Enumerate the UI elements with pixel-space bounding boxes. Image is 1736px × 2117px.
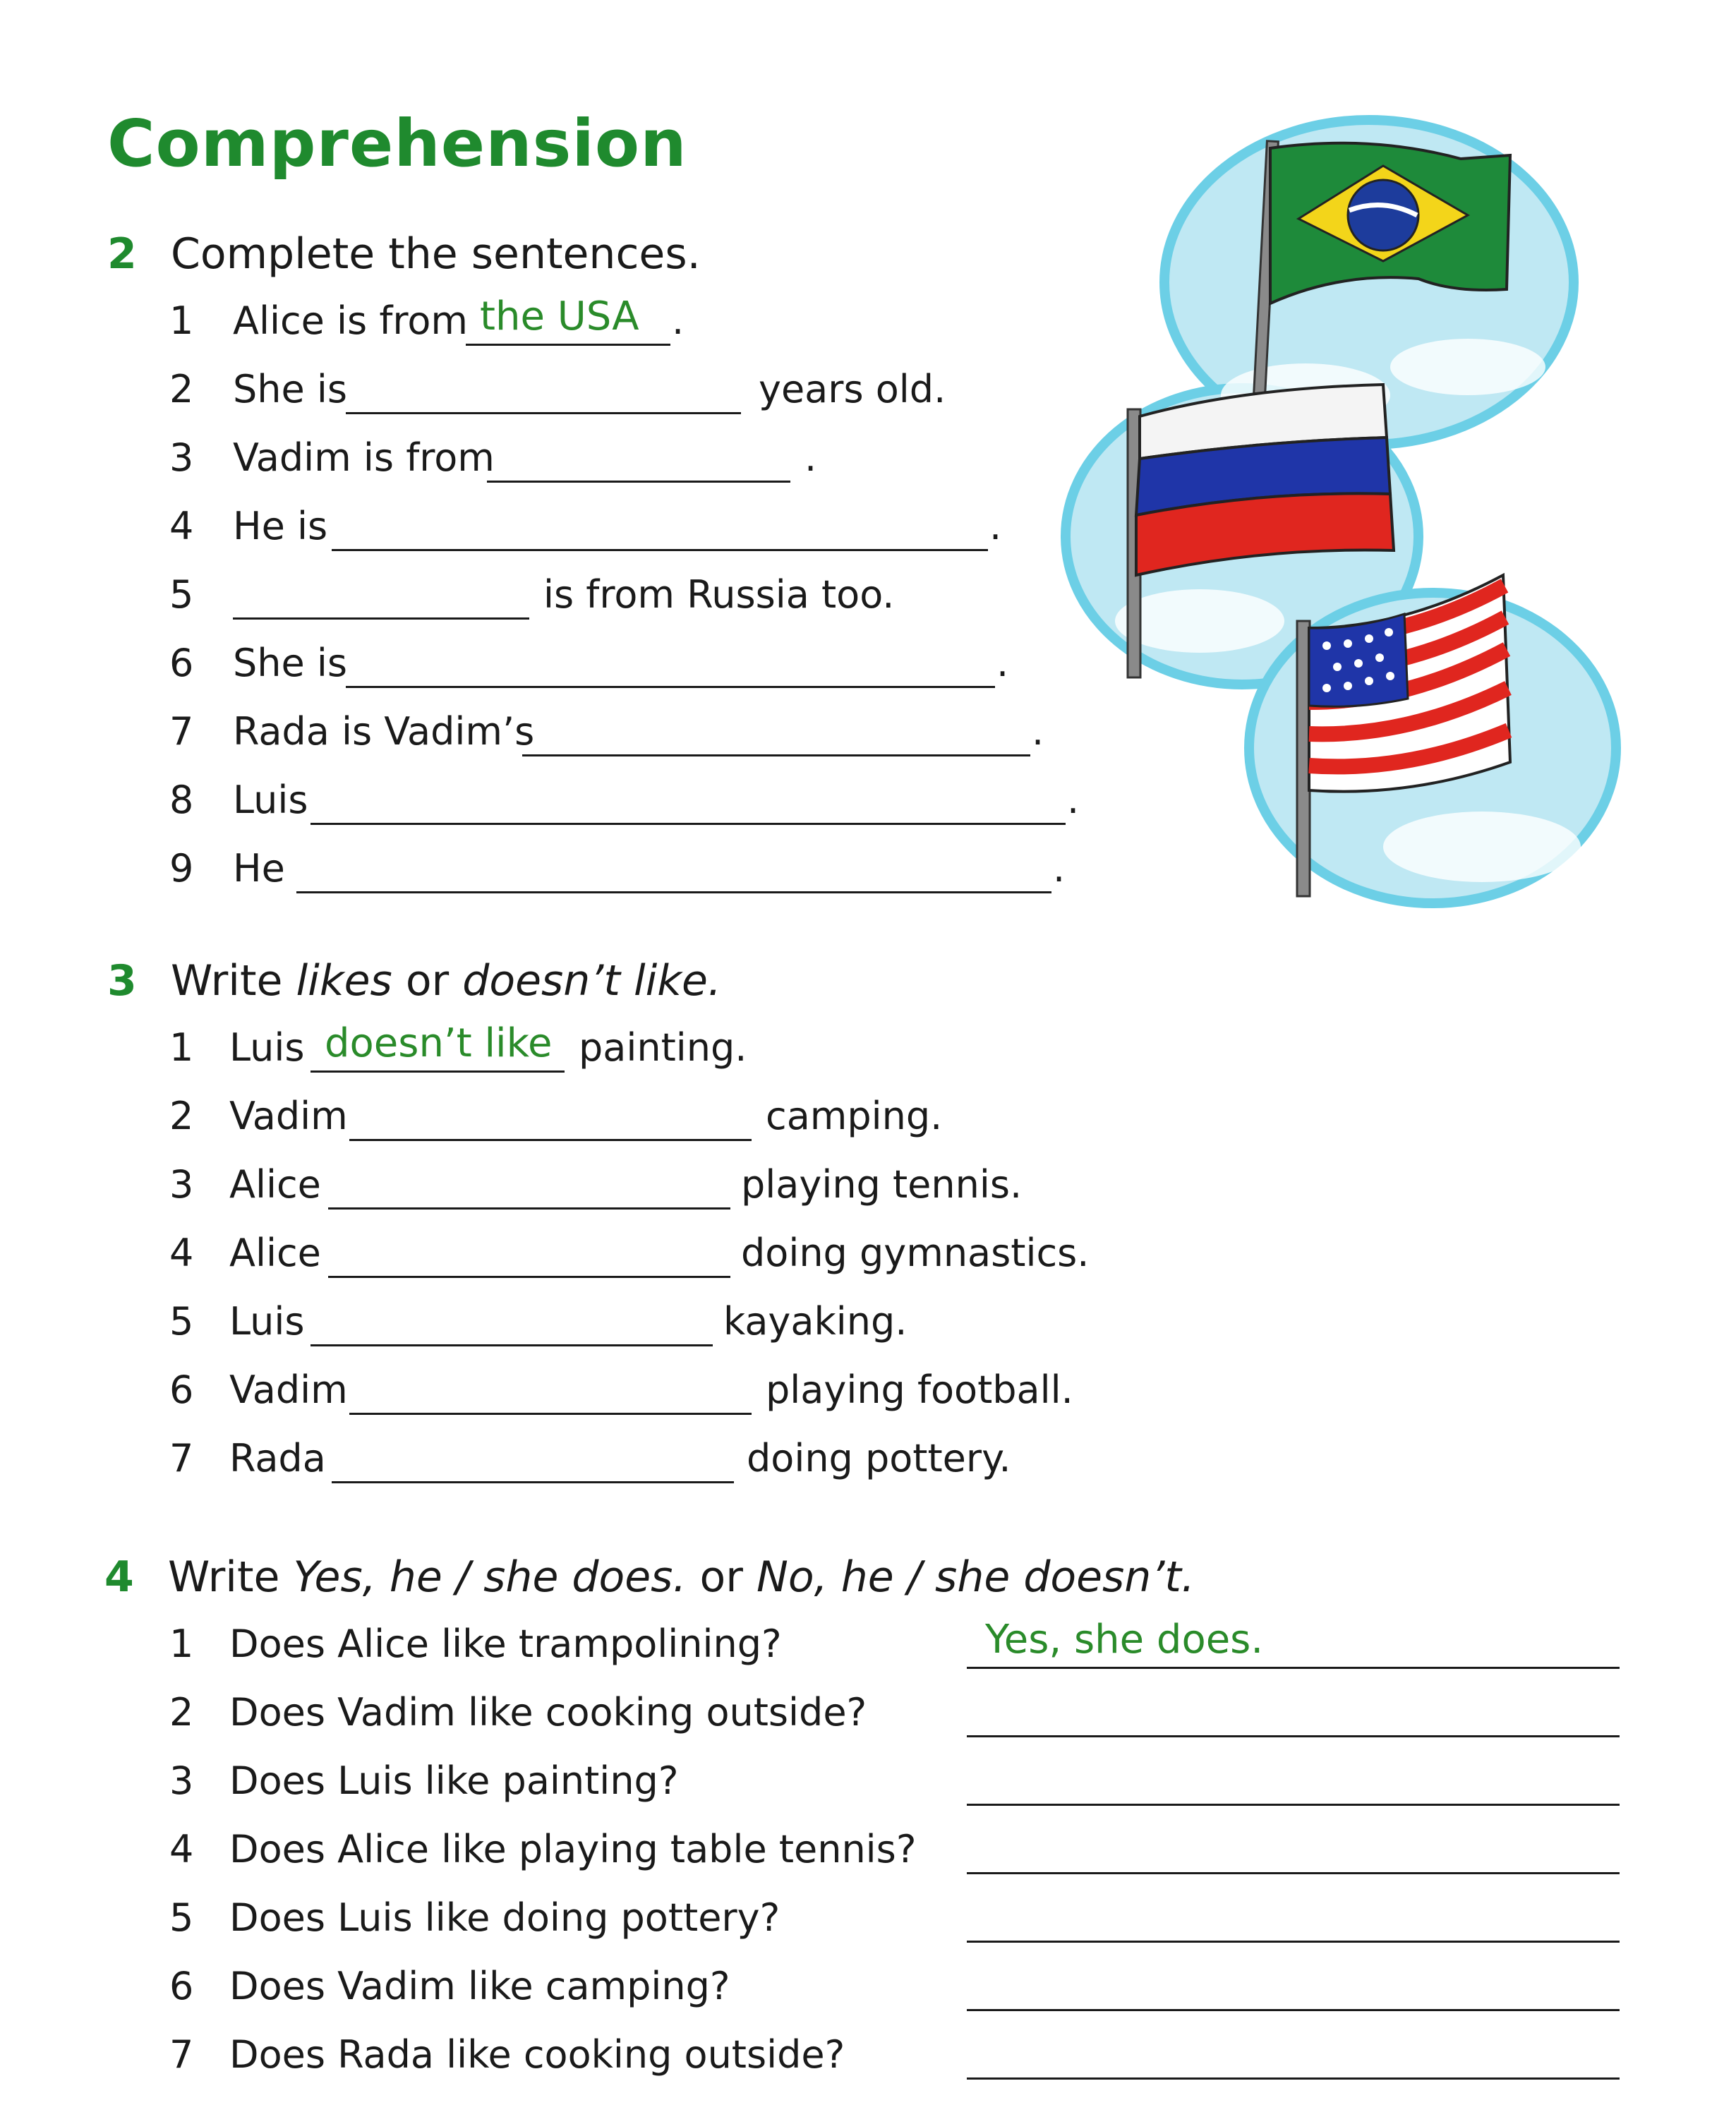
sentence-end: doing gymnastics. xyxy=(741,1231,1090,1275)
sample-answer: Yes, she does. xyxy=(985,1617,1264,1663)
item-number: 1 xyxy=(169,1025,194,1070)
item-number: 2 xyxy=(169,1690,194,1735)
answer-blank[interactable] xyxy=(296,846,1051,893)
exercise-3-instruction-italic: doesn’t like. xyxy=(462,956,722,1006)
question-text: Does Alice like trampolining? xyxy=(229,1622,782,1666)
exercise-2-item-2 xyxy=(0,365,1736,421)
exercise-3-item-1 xyxy=(0,1020,1736,1080)
exercise-3-item-7 xyxy=(0,1434,1736,1490)
exercise-3-item-4 xyxy=(0,1229,1736,1285)
exercise-4-item-6 xyxy=(0,1962,1736,2018)
item-number: 5 xyxy=(169,1299,194,1344)
answer-blank[interactable] xyxy=(967,1895,1620,1943)
answer-blank[interactable] xyxy=(967,1759,1620,1806)
exercise-3-instruction-italic: likes xyxy=(296,956,392,1006)
sentence-end: . xyxy=(1053,846,1066,891)
exercise-2-heading xyxy=(107,229,701,279)
item-number: 7 xyxy=(169,2032,194,2077)
sentence-start: Alice is from xyxy=(233,298,468,343)
item-number: 6 xyxy=(169,1964,194,2008)
answer-blank[interactable] xyxy=(328,1231,730,1278)
exercise-4-instruction-part: or xyxy=(686,1552,757,1602)
answer-blank[interactable] xyxy=(967,1617,1620,1669)
answer-blank[interactable] xyxy=(346,367,741,414)
exercise-4-item-5 xyxy=(0,1893,1736,1950)
sentence-start: She is xyxy=(233,641,348,685)
answer-blank[interactable] xyxy=(311,1020,565,1073)
exercise-3-heading xyxy=(107,956,721,1006)
answer-blank[interactable] xyxy=(332,504,988,551)
answer-blank[interactable] xyxy=(332,1436,734,1483)
item-number: 3 xyxy=(169,1162,194,1207)
sentence-end: doing pottery. xyxy=(747,1436,1011,1480)
item-number: 9 xyxy=(169,846,194,891)
sentence-end: . xyxy=(1067,778,1080,822)
item-number: 2 xyxy=(169,367,194,411)
sentence-start: Luis xyxy=(233,778,308,822)
item-number: 6 xyxy=(169,1368,194,1412)
exercise-4-number: 4 xyxy=(104,1552,134,1602)
sentence-end: kayaking. xyxy=(723,1299,908,1344)
sentence-start: Luis xyxy=(229,1025,305,1070)
sentence-end: . xyxy=(996,641,1009,685)
question-text: Does Vadim like cooking outside? xyxy=(229,1690,867,1735)
item-number: 5 xyxy=(169,1895,194,1940)
sentence-end: painting. xyxy=(579,1025,747,1070)
answer-blank[interactable] xyxy=(311,1299,713,1346)
exercise-2-item-5 xyxy=(0,570,1736,627)
sentence-end: playing football. xyxy=(766,1368,1073,1412)
answer-blank[interactable] xyxy=(311,778,1066,825)
sentence-start: Alice xyxy=(229,1162,321,1207)
item-number: 4 xyxy=(169,1231,194,1275)
answer-blank[interactable] xyxy=(349,1094,752,1141)
exercise-4-item-4 xyxy=(0,1825,1736,1881)
item-number: 7 xyxy=(169,709,194,754)
item-number: 7 xyxy=(169,1436,194,1480)
exercise-4-item-1 xyxy=(0,1617,1736,1676)
sentence-end: . xyxy=(804,435,817,480)
item-number: 8 xyxy=(169,778,194,822)
sentence-end: . xyxy=(989,504,1002,548)
exercise-4-item-3 xyxy=(0,1756,1736,1813)
question-text: Does Rada like cooking outside? xyxy=(229,2032,845,2077)
page-title: Comprehension xyxy=(107,106,687,181)
exercise-2-item-8 xyxy=(0,776,1736,832)
exercise-4-item-2 xyxy=(0,1688,1736,1744)
answer-blank[interactable] xyxy=(967,1690,1620,1737)
question-text: Does Luis like painting? xyxy=(229,1759,679,1803)
answer-blank[interactable] xyxy=(233,572,529,620)
exercise-2-instruction: Complete the sentences. xyxy=(171,229,701,279)
exercise-2-item-9 xyxy=(0,844,1736,900)
item-number: 2 xyxy=(169,1094,194,1138)
item-number: 3 xyxy=(169,1759,194,1803)
sentence-start: Alice xyxy=(229,1231,321,1275)
sentence-start: He xyxy=(233,846,285,891)
item-number: 6 xyxy=(169,641,194,685)
sentence-end: years old. xyxy=(759,367,946,411)
answer-blank[interactable] xyxy=(487,435,790,483)
sample-answer: doesn’t like xyxy=(325,1020,553,1066)
question-text: Does Vadim like camping? xyxy=(229,1964,730,2008)
answer-blank[interactable] xyxy=(466,294,670,346)
exercise-3-instruction-part: Write xyxy=(171,956,296,1006)
sentence-start: He is xyxy=(233,504,328,548)
sentence-start: Rada is Vadim’s xyxy=(233,709,535,754)
sentence-start: Vadim is from xyxy=(233,435,495,480)
exercise-2-item-7 xyxy=(0,707,1736,764)
sentence-start: Vadim xyxy=(229,1094,348,1138)
exercise-3-item-2 xyxy=(0,1092,1736,1148)
answer-blank[interactable] xyxy=(328,1162,730,1210)
item-number: 4 xyxy=(169,504,194,548)
sentence-start: Luis xyxy=(229,1299,305,1344)
exercise-4-instruction-part: Write xyxy=(168,1552,294,1602)
exercise-3-item-6 xyxy=(0,1365,1736,1422)
exercise-4-item-7 xyxy=(0,2030,1736,2087)
item-number: 1 xyxy=(169,298,194,343)
sentence-start: Vadim xyxy=(229,1368,348,1412)
sentence-end: is from Russia too. xyxy=(543,572,895,617)
exercise-2-item-6 xyxy=(0,639,1736,695)
sentence-end: playing tennis. xyxy=(741,1162,1023,1207)
sample-answer: the USA xyxy=(480,294,639,339)
exercise-4-instruction-italic: No, he / she doesn’t. xyxy=(757,1552,1195,1602)
exercise-4-heading xyxy=(104,1552,1195,1602)
sentence-start: Rada xyxy=(229,1436,326,1480)
exercise-3-number: 3 xyxy=(107,956,137,1006)
exercise-3-instruction-part: or xyxy=(392,956,463,1006)
answer-blank[interactable] xyxy=(967,2032,1620,2080)
sentence-start: She is xyxy=(233,367,348,411)
question-text: Does Alice like playing table tennis? xyxy=(229,1827,917,1871)
answer-blank[interactable] xyxy=(522,709,1030,756)
sentence-end: . xyxy=(1032,709,1044,754)
sentence-end: camping. xyxy=(766,1094,943,1138)
exercise-2-item-4 xyxy=(0,502,1736,558)
exercise-3-item-3 xyxy=(0,1160,1736,1217)
item-number: 5 xyxy=(169,572,194,617)
item-number: 4 xyxy=(169,1827,194,1871)
exercise-3-item-5 xyxy=(0,1297,1736,1353)
exercise-2-item-3 xyxy=(0,433,1736,490)
answer-blank[interactable] xyxy=(349,1368,752,1415)
sentence-end: . xyxy=(672,298,685,343)
answer-blank[interactable] xyxy=(967,1827,1620,1874)
exercise-2-number: 2 xyxy=(107,229,137,279)
question-text: Does Luis like doing pottery? xyxy=(229,1895,780,1940)
answer-blank[interactable] xyxy=(346,641,995,688)
item-number: 1 xyxy=(169,1622,194,1666)
exercise-2-item-1 xyxy=(0,296,1736,353)
exercise-4-instruction-italic: Yes, he / she does. xyxy=(293,1552,687,1602)
answer-blank[interactable] xyxy=(967,1964,1620,2011)
item-number: 3 xyxy=(169,435,194,480)
